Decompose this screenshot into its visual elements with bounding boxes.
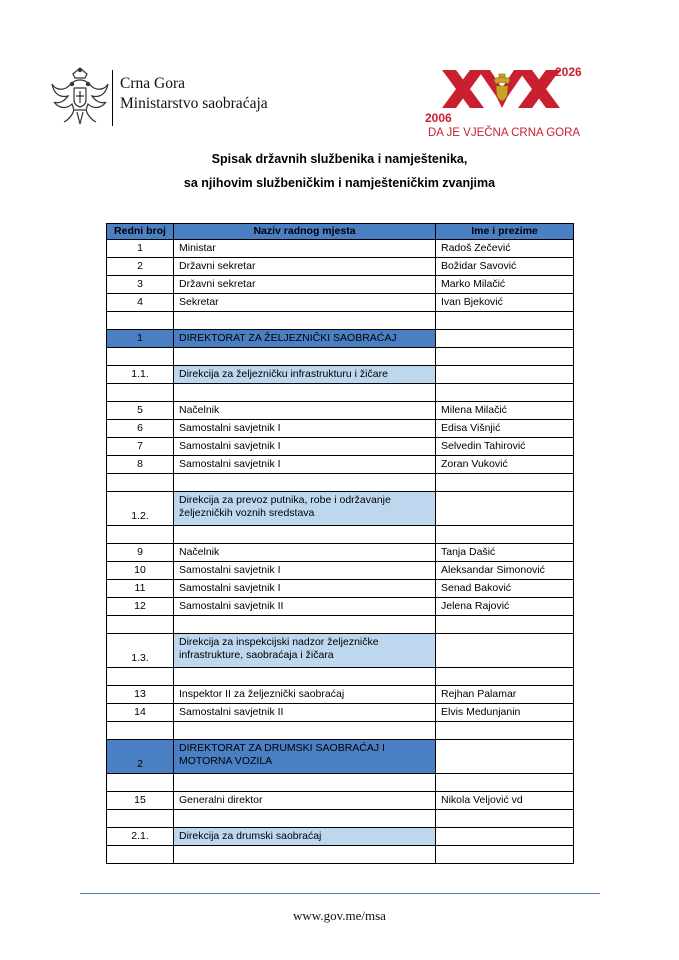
cell-number: 12 <box>107 598 174 616</box>
cell-person: Selvedin Tahirović <box>436 438 574 456</box>
cell-position <box>174 348 436 366</box>
column-header-number: Redni broj <box>107 224 174 240</box>
organization-name <box>120 74 268 114</box>
table-row <box>107 420 574 438</box>
table-row <box>107 686 574 704</box>
cell-number <box>107 846 174 864</box>
cell-number: 15 <box>107 792 174 810</box>
table-row-empty <box>107 526 574 544</box>
cell-person <box>436 668 574 686</box>
cell-position <box>174 474 436 492</box>
cell-person: Božidar Savović <box>436 258 574 276</box>
table-row <box>107 580 574 598</box>
cell-number <box>107 312 174 330</box>
cell-person: Zoran Vuković <box>436 456 574 474</box>
cell-person <box>436 312 574 330</box>
column-header-name: Ime i prezime <box>436 224 574 240</box>
table-row <box>107 258 574 276</box>
cell-number: 2 <box>107 258 174 276</box>
cell-number: 5 <box>107 402 174 420</box>
cell-number: 9 <box>107 544 174 562</box>
table-row-directorate-unit <box>107 634 574 668</box>
column-header-position: Naziv radnog mjesta <box>174 224 436 240</box>
cell-position <box>174 774 436 792</box>
cell-position: Državni sekretar <box>174 258 436 276</box>
table-row <box>107 792 574 810</box>
table-row-directorate-unit <box>107 492 574 526</box>
jubilee-year-start: 2006 <box>425 111 452 125</box>
cell-position <box>174 668 436 686</box>
cell-position: Samostalni savjetnik I <box>174 456 436 474</box>
cell-position: Načelnik <box>174 402 436 420</box>
table-row-empty <box>107 474 574 492</box>
table-row <box>107 704 574 722</box>
table-row <box>107 456 574 474</box>
cell-number <box>107 384 174 402</box>
cell-person: Senad Baković <box>436 580 574 598</box>
montenegro-coat-of-arms-icon <box>50 66 110 128</box>
table-row-empty <box>107 668 574 686</box>
table-row-empty <box>107 722 574 740</box>
cell-position <box>174 384 436 402</box>
cell-position: Samostalni savjetnik II <box>174 704 436 722</box>
cell-number <box>107 526 174 544</box>
cell-person <box>436 740 574 774</box>
document-title-line-2: sa njihovim službeničkim i namješteničkim zvanjima <box>183 176 496 190</box>
cell-person <box>436 366 574 384</box>
cell-person <box>436 616 574 634</box>
cell-position: Načelnik <box>174 544 436 562</box>
cell-number <box>107 474 174 492</box>
cell-number: 1 <box>107 330 174 348</box>
cell-position: DIREKTORAT ZA ŽELJEZNIČKI SAOBRAĆAJ <box>174 330 436 348</box>
cell-number: 1.2. <box>107 492 174 526</box>
cell-person <box>436 722 574 740</box>
cell-person <box>436 810 574 828</box>
cell-number: 11 <box>107 580 174 598</box>
cell-number: 13 <box>107 686 174 704</box>
cell-person: Milena Milačić <box>436 402 574 420</box>
table-body <box>107 240 574 864</box>
cell-number <box>107 774 174 792</box>
table-row <box>107 562 574 580</box>
cell-number: 6 <box>107 420 174 438</box>
cell-position: Samostalni savjetnik I <box>174 562 436 580</box>
cell-person <box>436 526 574 544</box>
cell-number <box>107 668 174 686</box>
cell-position: Direkcija za inspekcijski nadzor željezničke infrastrukture, saobraćaja i žičara <box>174 634 436 668</box>
cell-number: 8 <box>107 456 174 474</box>
cell-position: Generalni direktor <box>174 792 436 810</box>
footer-divider <box>80 893 600 894</box>
table-row <box>107 544 574 562</box>
cell-person: Rejhan Palamar <box>436 686 574 704</box>
table-row-empty <box>107 810 574 828</box>
cell-number: 2.1. <box>107 828 174 846</box>
cell-position <box>174 810 436 828</box>
cell-number: 10 <box>107 562 174 580</box>
cell-position <box>174 722 436 740</box>
cell-position <box>174 846 436 864</box>
cell-person: Jelena Rajović <box>436 598 574 616</box>
cell-number: 1.3. <box>107 634 174 668</box>
cell-person <box>436 774 574 792</box>
table-row-empty <box>107 774 574 792</box>
cell-position: Samostalni savjetnik I <box>174 438 436 456</box>
cell-person <box>436 474 574 492</box>
cell-number <box>107 616 174 634</box>
footer-website: www.gov.me/msa <box>293 908 386 923</box>
table-row <box>107 276 574 294</box>
cell-person: Edisa Višnjić <box>436 420 574 438</box>
cell-position: Inspektor II za željeznički saobraćaj <box>174 686 436 704</box>
cell-person <box>436 634 574 668</box>
cell-person: Tanja Dašić <box>436 544 574 562</box>
cell-person: Ivan Bjeković <box>436 294 574 312</box>
cell-position <box>174 616 436 634</box>
jubilee-year-end: 2026 <box>555 65 582 79</box>
cell-number <box>107 348 174 366</box>
cell-person: Elvis Medunjanin <box>436 704 574 722</box>
document-header <box>50 60 630 140</box>
table-row-directorate-unit <box>107 828 574 846</box>
cell-position: Sekretar <box>174 294 436 312</box>
table-row-empty <box>107 384 574 402</box>
cell-number: 7 <box>107 438 174 456</box>
cell-person <box>436 828 574 846</box>
cell-number: 14 <box>107 704 174 722</box>
cell-number: 1.1. <box>107 366 174 384</box>
cell-position: Samostalni savjetnik I <box>174 580 436 598</box>
table-row <box>107 402 574 420</box>
table-row <box>107 240 574 258</box>
table-row-empty <box>107 348 574 366</box>
cell-person <box>436 492 574 526</box>
cell-person: Marko Milačić <box>436 276 574 294</box>
header-divider <box>112 70 113 126</box>
cell-position: Direkcija za drumski saobraćaj <box>174 828 436 846</box>
cell-position: Direkcija za željezničku infrastrukturu i žičare <box>174 366 436 384</box>
table-row-empty <box>107 846 574 864</box>
table-row-directorate <box>107 330 574 348</box>
cell-position: Ministar <box>174 240 436 258</box>
cell-position: Samostalni savjetnik I <box>174 420 436 438</box>
cell-number: 1 <box>107 240 174 258</box>
cell-person: Nikola Veljović vd <box>436 792 574 810</box>
cell-position <box>174 526 436 544</box>
country-name: Crna Gora <box>120 75 185 92</box>
jubilee-logo <box>422 62 587 138</box>
table-header-row <box>107 224 574 240</box>
cell-person <box>436 348 574 366</box>
table-row <box>107 438 574 456</box>
cell-person: Aleksandar Simonović <box>436 562 574 580</box>
table-row <box>107 294 574 312</box>
cell-number <box>107 810 174 828</box>
ministry-name: Ministarstvo saobraćaja <box>120 95 268 112</box>
table-row-directorate <box>107 740 574 774</box>
cell-number: 3 <box>107 276 174 294</box>
cell-person <box>436 330 574 348</box>
cell-person: Radoš Zečević <box>436 240 574 258</box>
cell-number: 2 <box>107 740 174 774</box>
cell-position: Samostalni savjetnik II <box>174 598 436 616</box>
table-row <box>107 598 574 616</box>
cell-position: Direkcija za prevoz putnika, robe i održavanje željezničkih voznih sredstava <box>174 492 436 526</box>
table-row-directorate-unit <box>107 366 574 384</box>
cell-number: 4 <box>107 294 174 312</box>
table-row-empty <box>107 312 574 330</box>
cell-number <box>107 722 174 740</box>
cell-position: DIREKTORAT ZA DRUMSKI SAOBRAĆAJ I MOTORNA VOZILA <box>174 740 436 774</box>
cell-position: Državni sekretar <box>174 276 436 294</box>
cell-person <box>436 846 574 864</box>
cell-person <box>436 384 574 402</box>
jubilee-slogan: DA JE VJEČNA CRNA GORA <box>428 127 581 138</box>
staff-table <box>106 223 574 864</box>
table-row-empty <box>107 616 574 634</box>
cell-position <box>174 312 436 330</box>
document-title-line-1: Spisak državnih službenika i namještenika, <box>211 152 468 166</box>
